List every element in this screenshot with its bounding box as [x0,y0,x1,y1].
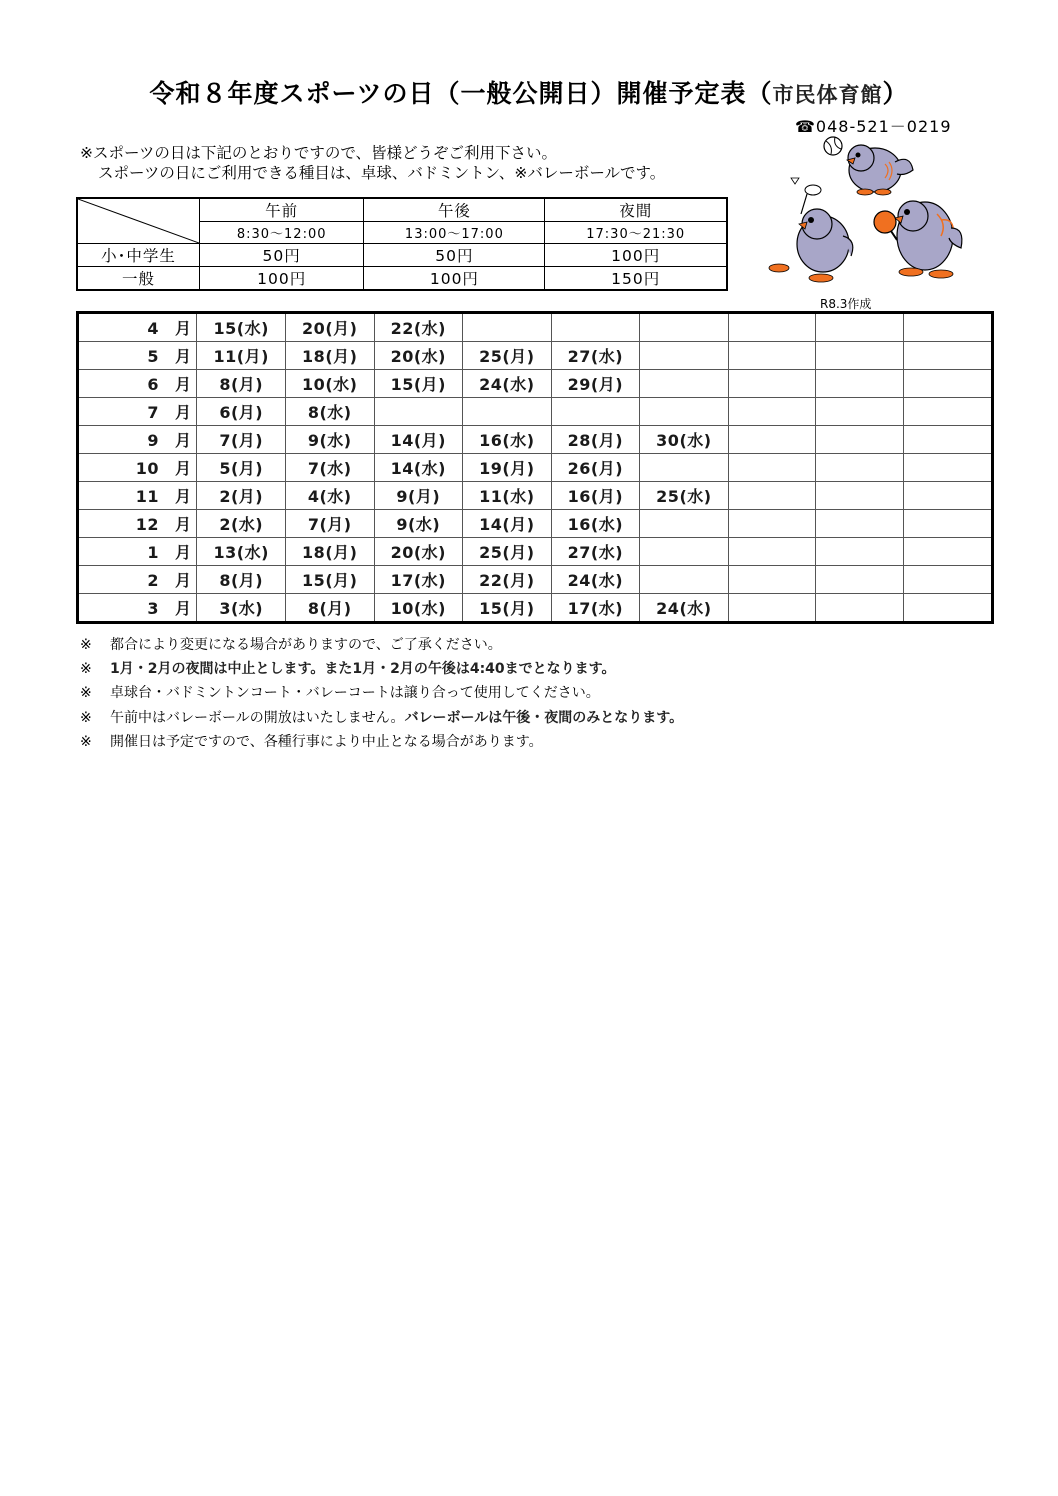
date-cell [904,594,993,623]
month-unit: 月 [175,459,192,478]
date-cell: 29(月) [551,370,640,398]
month-cell [78,370,197,398]
date-cell: 24(水) [640,594,729,623]
date-cell: 7(月) [285,510,374,538]
date-cell: 11(水) [463,482,552,510]
month-cell [78,342,197,370]
schedule-table [76,311,994,624]
fee-table [76,197,728,291]
date-cell [463,398,552,426]
date-cell [728,342,816,370]
date-cell: 9(水) [374,510,463,538]
date-cell [816,342,904,370]
note-item [80,730,683,754]
month-number: 12 [135,515,159,534]
date-cell [374,398,463,426]
note-emphasis: 1月・2月の夜間は中止とします。また1月・2月の午後は4:40までとなります。 [110,661,616,678]
date-cell: 8(月) [285,594,374,623]
note-text: 都合により変更になる場合がありますので、ご了承ください。 [110,637,502,653]
month-unit: 月 [175,431,192,450]
schedule-row [78,510,993,538]
period-time-night: 17:30～21:30 [545,222,727,244]
date-cell [816,538,904,566]
date-cell [640,510,729,538]
date-cell: 7(水) [285,454,374,482]
month-unit: 月 [175,487,192,506]
month-number: 9 [147,431,159,450]
date-cell [551,398,640,426]
note-mark: ※ [80,685,92,702]
date-cell: 15(月) [285,566,374,594]
notes-list [80,633,683,754]
date-cell [640,538,729,566]
month-cell [78,398,197,426]
date-cell: 14(月) [374,426,463,454]
date-cell [640,454,729,482]
bird-mascots-illustration [765,132,965,292]
fee-row-label: 小･中学生 [77,244,200,267]
date-cell: 18(月) [285,538,374,566]
month-number: 6 [147,375,159,394]
date-cell [904,510,993,538]
period-time-am: 8:30～12:00 [200,222,364,244]
period-time-pm: 13:00～17:00 [364,222,545,244]
note-item [80,633,683,657]
date-cell: 26(月) [551,454,640,482]
date-cell: 20(水) [374,538,463,566]
date-cell: 25(月) [463,538,552,566]
date-cell [816,398,904,426]
date-cell: 11(月) [197,342,286,370]
schedule-row [78,370,993,398]
schedule-row [78,538,993,566]
date-cell: 5(月) [197,454,286,482]
date-cell [640,342,729,370]
month-unit: 月 [175,515,192,534]
date-cell [728,426,816,454]
month-cell [78,482,197,510]
note-mark: ※ [80,637,92,653]
month-cell [78,510,197,538]
title-facility: 市民体育館 [772,83,883,107]
date-cell: 17(水) [374,566,463,594]
month-number: 10 [135,459,159,478]
fee-value: 100円 [364,267,545,291]
note-mark: ※ [80,709,92,726]
page-title [0,74,1058,110]
schedule-row [78,454,993,482]
date-cell [640,398,729,426]
note-item [80,681,683,705]
date-cell: 20(月) [285,313,374,342]
date-cell [816,594,904,623]
date-cell [816,482,904,510]
date-cell: 8(月) [197,566,286,594]
fee-header-row [77,198,727,222]
schedule-row [78,594,993,623]
date-cell: 15(月) [374,370,463,398]
date-cell [728,454,816,482]
period-label-am: 午前 [200,198,364,222]
date-cell [816,454,904,482]
month-unit: 月 [175,403,192,422]
date-cell [904,398,993,426]
note-text: 開催日は予定ですので、各種行事により中止となる場合があります。 [110,733,543,750]
schedule-row [78,482,993,510]
title-main: 令和８年度スポーツの日（一般公開日）開催予定表（ [149,79,773,108]
note-mark: ※ [80,733,92,750]
date-cell: 19(月) [463,454,552,482]
fee-value: 100円 [545,244,727,267]
note-emphasis: バレーボールは午後・夜間のみとなります。 [404,709,684,726]
date-cell [640,313,729,342]
date-cell: 30(水) [640,426,729,454]
schedule-row [78,313,993,342]
date-cell [728,510,816,538]
date-cell [551,313,640,342]
date-cell: 15(月) [463,594,552,623]
date-cell: 8(月) [197,370,286,398]
month-unit: 月 [175,571,192,590]
month-number: 11 [135,487,159,506]
date-cell [640,370,729,398]
title-close: ） [882,79,909,108]
date-cell: 14(水) [374,454,463,482]
month-unit: 月 [175,347,192,366]
date-cell [816,370,904,398]
date-cell: 14(月) [463,510,552,538]
date-cell [904,370,993,398]
note-text: 卓球台・バドミントンコート・バレーコートは譲り合って使用してください。 [110,685,600,702]
month-number: 5 [147,347,159,366]
month-number: 4 [147,319,159,338]
date-cell [816,510,904,538]
date-cell [728,538,816,566]
date-cell [904,538,993,566]
date-cell: 24(水) [551,566,640,594]
month-number: 1 [147,543,159,562]
month-cell [78,426,197,454]
date-cell [816,313,904,342]
created-note: R8.3作成 [820,297,872,311]
date-cell [463,313,552,342]
date-cell [728,398,816,426]
schedule-row [78,566,993,594]
month-number: 2 [147,571,159,590]
date-cell [728,566,816,594]
note-item [80,657,683,681]
fee-corner-cell [77,198,200,244]
date-cell [904,313,993,342]
note-mark: ※ [80,661,92,678]
fee-value: 50円 [364,244,545,267]
intro-line-2: スポーツの日にご利用できる種目は、卓球、バドミントン、※バレーボールです。 [98,164,666,182]
date-cell: 27(水) [551,538,640,566]
badminton-bird [769,178,853,282]
date-cell: 17(水) [551,594,640,623]
date-cell: 16(水) [551,510,640,538]
date-cell: 16(月) [551,482,640,510]
date-cell: 4(水) [285,482,374,510]
month-cell [78,594,197,623]
date-cell [904,566,993,594]
fee-row-label: 一般 [77,267,200,291]
date-cell: 15(水) [197,313,286,342]
intro-text [80,143,665,183]
volleyball-bird [824,137,913,195]
fee-value: 50円 [200,244,364,267]
date-cell: 6(月) [197,398,286,426]
date-cell: 8(水) [285,398,374,426]
fee-value: 100円 [200,267,364,291]
month-unit: 月 [175,543,192,562]
fee-row-students [77,244,727,267]
date-cell [728,313,816,342]
date-cell [728,594,816,623]
date-cell: 10(水) [285,370,374,398]
month-cell [78,313,197,342]
date-cell [816,426,904,454]
date-cell: 2(水) [197,510,286,538]
date-cell: 27(水) [551,342,640,370]
period-label-night: 夜間 [545,198,727,222]
diagonal-line [78,199,199,243]
date-cell [816,566,904,594]
date-cell [904,342,993,370]
month-cell [78,566,197,594]
schedule-row [78,426,993,454]
month-unit: 月 [175,375,192,394]
date-cell: 3(水) [197,594,286,623]
phone-number: ☎048-521－0219 [795,117,952,136]
date-cell [904,454,993,482]
month-unit: 月 [175,599,192,618]
schedule-row [78,342,993,370]
table-tennis-bird [874,201,962,278]
date-cell [728,482,816,510]
schedule-row [78,398,993,426]
date-cell: 7(月) [197,426,286,454]
date-cell: 10(水) [374,594,463,623]
date-cell: 16(水) [463,426,552,454]
month-cell [78,538,197,566]
date-cell [904,482,993,510]
month-unit: 月 [175,319,192,338]
date-cell: 22(水) [374,313,463,342]
date-cell: 25(水) [640,482,729,510]
date-cell: 20(水) [374,342,463,370]
note-item [80,706,683,730]
date-cell [640,566,729,594]
date-cell: 2(月) [197,482,286,510]
fee-value: 150円 [545,267,727,291]
date-cell [904,426,993,454]
date-cell: 18(月) [285,342,374,370]
fee-row-general [77,267,727,291]
date-cell [728,370,816,398]
date-cell: 9(月) [374,482,463,510]
date-cell: 9(水) [285,426,374,454]
note-text: 午前中はバレーボールの開放はいたしません。 [110,709,405,726]
month-number: 7 [147,403,159,422]
period-label-pm: 午後 [364,198,545,222]
month-number: 3 [147,599,159,618]
date-cell: 13(水) [197,538,286,566]
date-cell: 24(水) [463,370,552,398]
month-cell [78,454,197,482]
intro-line-1: ※スポーツの日は下記のとおりですので、皆様どうぞご利用下さい。 [80,144,558,162]
date-cell: 28(月) [551,426,640,454]
date-cell: 25(月) [463,342,552,370]
date-cell: 22(月) [463,566,552,594]
